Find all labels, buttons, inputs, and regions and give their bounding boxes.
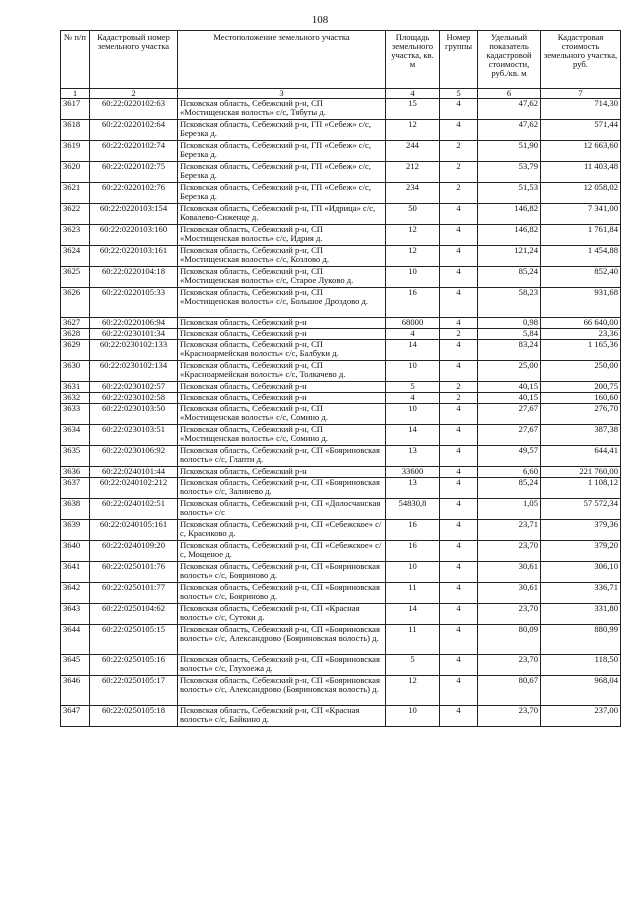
unit-rate: 49,57 — [478, 446, 541, 467]
area: 4 — [386, 393, 440, 404]
column-number: 4 — [386, 89, 440, 99]
cadastral-number: 60:22:0240105:161 — [90, 520, 178, 541]
location: Псковская область, Себежский р-н, СП «Мостищенская волость» с/с, Тябуты д. — [178, 99, 386, 120]
location: Псковская область, Себежский р-н, ГП «Себеж» с/с, Березка д. — [178, 162, 386, 183]
unit-rate: 51,90 — [478, 141, 541, 162]
area: 16 — [386, 288, 440, 318]
area: 14 — [386, 604, 440, 625]
area: 5 — [386, 382, 440, 393]
row-number: 3646 — [61, 676, 90, 706]
table-body — [61, 99, 621, 727]
table-row — [61, 706, 621, 727]
group-number: 4 — [440, 467, 478, 478]
row-number: 3638 — [61, 499, 90, 520]
location: Псковская область, Себежский р-н — [178, 467, 386, 478]
location: Псковская область, Себежский р-н, СП «Бояриновская волость» с/с, Бояриново д. — [178, 583, 386, 604]
cadastral-cost: 644,41 — [541, 446, 621, 467]
location: Псковская область, Себежский р-н, СП «Себежское» с/с, Красиково д. — [178, 520, 386, 541]
table-row — [61, 225, 621, 246]
row-number: 3619 — [61, 141, 90, 162]
area: 50 — [386, 204, 440, 225]
area: 5 — [386, 655, 440, 676]
header-cost: Кадастровая стоимость земельного участка, руб. — [541, 31, 621, 89]
unit-rate: 85,24 — [478, 478, 541, 499]
table-row — [61, 393, 621, 404]
unit-rate: 23,70 — [478, 655, 541, 676]
group-number: 4 — [440, 562, 478, 583]
location: Псковская область, Себежский р-н, ГП «Себеж» с/с, Березка д. — [178, 120, 386, 141]
unit-rate: 53,79 — [478, 162, 541, 183]
header-area: Площадь земельного участка, кв. м — [386, 31, 440, 89]
area: 10 — [386, 267, 440, 288]
cadastral-cost: 1 454,88 — [541, 246, 621, 267]
cadastral-number: 60:22:0240109:20 — [90, 541, 178, 562]
location: Псковская область, Себежский р-н, СП «Бояриновская волость» с/с, Залинево д. — [178, 478, 386, 499]
cadastral-number: 60:22:0230106:92 — [90, 446, 178, 467]
row-number: 3639 — [61, 520, 90, 541]
cadastral-cost: 379,36 — [541, 520, 621, 541]
location: Псковская область, Себежский р-н, СП «Бояриновская волость» с/с, Глапти д. — [178, 446, 386, 467]
group-number: 4 — [440, 604, 478, 625]
table-row — [61, 162, 621, 183]
column-number: 2 — [90, 89, 178, 99]
row-number: 3645 — [61, 655, 90, 676]
group-number: 4 — [440, 541, 478, 562]
unit-rate: 23,71 — [478, 520, 541, 541]
row-number: 3635 — [61, 446, 90, 467]
area: 12 — [386, 676, 440, 706]
table-row — [61, 99, 621, 120]
unit-rate: 30,61 — [478, 583, 541, 604]
cadastral-number: 60:22:0220104:18 — [90, 267, 178, 288]
area: 16 — [386, 520, 440, 541]
cadastral-cost: 118,50 — [541, 655, 621, 676]
column-number: 6 — [478, 89, 541, 99]
cadastral-cost: 306,10 — [541, 562, 621, 583]
cadastral-cost: 852,40 — [541, 267, 621, 288]
table-row — [61, 288, 621, 318]
page-number: 108 — [311, 14, 329, 26]
cadastral-number: 60:22:0230103:51 — [90, 425, 178, 446]
location: Псковская область, Себежский р-н — [178, 318, 386, 329]
area: 15 — [386, 99, 440, 120]
area: 13 — [386, 446, 440, 467]
cadastral-number: 60:22:0230103:50 — [90, 404, 178, 425]
table-row — [61, 625, 621, 655]
group-number: 4 — [440, 676, 478, 706]
group-number: 4 — [440, 404, 478, 425]
group-number: 4 — [440, 340, 478, 361]
area: 14 — [386, 425, 440, 446]
unit-rate: 58,23 — [478, 288, 541, 318]
location: Псковская область, Себежский р-н, СП «Бояриновская волость» с/с, Александрово (Бояриновская волость) д. — [178, 625, 386, 655]
cadastral-number: 60:22:0250101:77 — [90, 583, 178, 604]
area: 10 — [386, 361, 440, 382]
cadastral-number: 60:22:0240102:51 — [90, 499, 178, 520]
location: Псковская область, Себежский р-н, СП «Бояриновская волость» с/с, Глухоежа д. — [178, 655, 386, 676]
unit-rate: 85,24 — [478, 267, 541, 288]
table-row — [61, 655, 621, 676]
group-number: 4 — [440, 225, 478, 246]
area: 12 — [386, 120, 440, 141]
cadastral-number: 60:22:0250105:17 — [90, 676, 178, 706]
cadastral-number: 60:22:0250105:16 — [90, 655, 178, 676]
cadastral-cost: 66 640,00 — [541, 318, 621, 329]
unit-rate: 6,60 — [478, 467, 541, 478]
area: 16 — [386, 541, 440, 562]
row-number: 3643 — [61, 604, 90, 625]
column-number: 3 — [178, 89, 386, 99]
location: Псковская область, Себежский р-н, СП «Себежское» с/с, Мощеное д. — [178, 541, 386, 562]
group-number: 4 — [440, 318, 478, 329]
header-rate: Удельный показатель кадастровой стоимости, руб./кв. м — [478, 31, 541, 89]
table-row — [61, 425, 621, 446]
table-row — [61, 183, 621, 204]
unit-rate: 27,67 — [478, 404, 541, 425]
row-number: 3631 — [61, 382, 90, 393]
cadastral-number: 60:22:0230102:134 — [90, 361, 178, 382]
unit-rate: 40,15 — [478, 382, 541, 393]
table-row — [61, 329, 621, 340]
area: 68000 — [386, 318, 440, 329]
location: Псковская область, Себежский р-н, СП «Долосчанская волость» с/с — [178, 499, 386, 520]
area: 12 — [386, 246, 440, 267]
table-row — [61, 141, 621, 162]
area: 12 — [386, 225, 440, 246]
location: Псковская область, Себежский р-н, СП «Бояриновская волость» с/с, Александрово (Бояриновская волость) д. — [178, 676, 386, 706]
cadastral-cost: 12 058,02 — [541, 183, 621, 204]
cadastral-number: 60:22:0230102:58 — [90, 393, 178, 404]
unit-rate: 23,70 — [478, 541, 541, 562]
unit-rate: 5,84 — [478, 329, 541, 340]
area: 54830,8 — [386, 499, 440, 520]
header-cadastral-number: Кадастровый номер земельного участка — [90, 31, 178, 89]
group-number: 4 — [440, 520, 478, 541]
location: Псковская область, Себежский р-н, ГП «Идрица» с/с, Ковалево-Сиженце д. — [178, 204, 386, 225]
cadastral-cost: 12 663,60 — [541, 141, 621, 162]
unit-rate: 23,70 — [478, 706, 541, 727]
table-row — [61, 267, 621, 288]
group-number: 2 — [440, 329, 478, 340]
cadastral-number: 60:22:0240102:212 — [90, 478, 178, 499]
location: Псковская область, Себежский р-н, СП «Мостищенская волость» с/с, Идрия д. — [178, 225, 386, 246]
cadastral-cost: 968,04 — [541, 676, 621, 706]
group-number: 2 — [440, 382, 478, 393]
row-number: 3641 — [61, 562, 90, 583]
table-row — [61, 583, 621, 604]
unit-rate: 23,70 — [478, 604, 541, 625]
table-row — [61, 478, 621, 499]
cadastral-number: 60:22:0220102:64 — [90, 120, 178, 141]
area: 11 — [386, 625, 440, 655]
group-number: 4 — [440, 655, 478, 676]
area: 10 — [386, 706, 440, 727]
row-number: 3642 — [61, 583, 90, 604]
location: Псковская область, Себежский р-н, СП «Мостищенская волость» с/с, Сомино д. — [178, 404, 386, 425]
table-row — [61, 604, 621, 625]
cadastral-cost: 331,80 — [541, 604, 621, 625]
group-number: 2 — [440, 183, 478, 204]
unit-rate: 47,62 — [478, 99, 541, 120]
unit-rate: 0,98 — [478, 318, 541, 329]
unit-rate: 146,82 — [478, 225, 541, 246]
cadastral-cost: 1 108,12 — [541, 478, 621, 499]
unit-rate: 30,61 — [478, 562, 541, 583]
area: 10 — [386, 404, 440, 425]
location: Псковская область, Себежский р-н, СП «Мостищенская волость» с/с, Большое Дроздово д. — [178, 288, 386, 318]
table-row — [61, 204, 621, 225]
group-number: 4 — [440, 583, 478, 604]
cadastral-cost: 200,75 — [541, 382, 621, 393]
location: Псковская область, Себежский р-н, СП «Красноармейская волость» с/с, Балбуки д. — [178, 340, 386, 361]
cadastral-number: 60:22:0220103:160 — [90, 225, 178, 246]
column-number: 7 — [541, 89, 621, 99]
cadastral-number: 60:22:0250104:62 — [90, 604, 178, 625]
table-row — [61, 318, 621, 329]
cadastral-number: 60:22:0230102:133 — [90, 340, 178, 361]
area: 14 — [386, 340, 440, 361]
unit-rate: 1,05 — [478, 499, 541, 520]
table-row — [61, 541, 621, 562]
cadastral-number: 60:22:0240101:44 — [90, 467, 178, 478]
table-row — [61, 446, 621, 467]
row-number: 3624 — [61, 246, 90, 267]
cadastral-cost: 880,99 — [541, 625, 621, 655]
cadastral-number: 60:22:0220106:94 — [90, 318, 178, 329]
row-number: 3636 — [61, 467, 90, 478]
unit-rate: 51,53 — [478, 183, 541, 204]
group-number: 4 — [440, 361, 478, 382]
cadastral-cost: 250,00 — [541, 361, 621, 382]
location: Псковская область, Себежский р-н — [178, 382, 386, 393]
table-row — [61, 520, 621, 541]
group-number: 2 — [440, 393, 478, 404]
area: 4 — [386, 329, 440, 340]
cadastral-cost: 276,70 — [541, 404, 621, 425]
header-number: № п/п — [61, 31, 90, 89]
row-number: 3628 — [61, 329, 90, 340]
row-number: 3622 — [61, 204, 90, 225]
location: Псковская область, Себежский р-н, СП «Красноармейская волость» с/с, Толкачево д. — [178, 361, 386, 382]
cadastral-number: 60:22:0220102:76 — [90, 183, 178, 204]
header-group: Номер группы — [440, 31, 478, 89]
unit-rate: 27,67 — [478, 425, 541, 446]
cadastral-cost: 23,36 — [541, 329, 621, 340]
location: Псковская область, Себежский р-н — [178, 393, 386, 404]
table-row — [61, 361, 621, 382]
unit-rate: 40,15 — [478, 393, 541, 404]
group-number: 4 — [440, 446, 478, 467]
cadastral-cost: 160,60 — [541, 393, 621, 404]
cadastral-number: 60:22:0250105:15 — [90, 625, 178, 655]
cadastral-cost: 1 165,36 — [541, 340, 621, 361]
row-number: 3620 — [61, 162, 90, 183]
group-number: 4 — [440, 99, 478, 120]
table-row — [61, 382, 621, 393]
area: 11 — [386, 583, 440, 604]
area: 10 — [386, 562, 440, 583]
group-number: 4 — [440, 499, 478, 520]
group-number: 4 — [440, 706, 478, 727]
cadastral-cost: 336,71 — [541, 583, 621, 604]
cadastral-value-table — [60, 30, 621, 727]
area: 234 — [386, 183, 440, 204]
cadastral-number: 60:22:0250101:76 — [90, 562, 178, 583]
row-number: 3627 — [61, 318, 90, 329]
group-number: 4 — [440, 425, 478, 446]
row-number: 3632 — [61, 393, 90, 404]
cadastral-cost: 571,44 — [541, 120, 621, 141]
table-row — [61, 246, 621, 267]
cadastral-number: 60:22:0220105:33 — [90, 288, 178, 318]
row-number: 3637 — [61, 478, 90, 499]
cadastral-number: 60:22:0230102:57 — [90, 382, 178, 393]
row-number: 3621 — [61, 183, 90, 204]
cadastral-cost: 714,30 — [541, 99, 621, 120]
cadastral-cost: 237,00 — [541, 706, 621, 727]
cadastral-cost: 57 572,34 — [541, 499, 621, 520]
row-number: 3617 — [61, 99, 90, 120]
group-number: 4 — [440, 267, 478, 288]
cadastral-cost: 1 761,84 — [541, 225, 621, 246]
location: Псковская область, Себежский р-н — [178, 329, 386, 340]
unit-rate: 121,24 — [478, 246, 541, 267]
area: 244 — [386, 141, 440, 162]
unit-rate: 146,82 — [478, 204, 541, 225]
column-number: 5 — [440, 89, 478, 99]
cadastral-cost: 379,20 — [541, 541, 621, 562]
row-number: 3634 — [61, 425, 90, 446]
row-number: 3640 — [61, 541, 90, 562]
table-header-row — [61, 31, 621, 89]
location: Псковская область, Себежский р-н, СП «Мостищенская волость» с/с, Сомино д. — [178, 425, 386, 446]
table-row — [61, 562, 621, 583]
group-number: 4 — [440, 120, 478, 141]
location: Псковская область, Себежский р-н, СП «Мостищенская волость» с/с, Старое Луково д. — [178, 267, 386, 288]
header-location: Местоположение земельного участка — [178, 31, 386, 89]
unit-rate: 80,67 — [478, 676, 541, 706]
row-number: 3618 — [61, 120, 90, 141]
group-number: 2 — [440, 141, 478, 162]
cadastral-number: 60:22:0220102:74 — [90, 141, 178, 162]
cadastral-cost: 7 341,00 — [541, 204, 621, 225]
group-number: 4 — [440, 204, 478, 225]
cadastral-number: 60:22:0220103:161 — [90, 246, 178, 267]
group-number: 4 — [440, 288, 478, 318]
unit-rate: 47,62 — [478, 120, 541, 141]
row-number: 3623 — [61, 225, 90, 246]
cadastral-number: 60:22:0220102:75 — [90, 162, 178, 183]
area: 33600 — [386, 467, 440, 478]
row-number: 3626 — [61, 288, 90, 318]
row-number: 3630 — [61, 361, 90, 382]
cadastral-cost: 11 403,48 — [541, 162, 621, 183]
area: 13 — [386, 478, 440, 499]
location: Псковская область, Себежский р-н, СП «Мостищенская волость» с/с, Козлово д. — [178, 246, 386, 267]
row-number: 3647 — [61, 706, 90, 727]
cadastral-cost: 221 760,00 — [541, 467, 621, 478]
table-row — [61, 467, 621, 478]
location: Псковская область, Себежский р-н, ГП «Себеж» с/с, Березка д. — [178, 141, 386, 162]
group-number: 4 — [440, 246, 478, 267]
unit-rate: 80,09 — [478, 625, 541, 655]
table-row — [61, 499, 621, 520]
row-number: 3633 — [61, 404, 90, 425]
cadastral-cost: 931,68 — [541, 288, 621, 318]
unit-rate: 83,24 — [478, 340, 541, 361]
location: Псковская область, Себежский р-н, СП «Красная волость» с/с, Сутоки д. — [178, 604, 386, 625]
group-number: 4 — [440, 478, 478, 499]
cadastral-number: 60:22:0230101:34 — [90, 329, 178, 340]
area: 212 — [386, 162, 440, 183]
cadastral-number: 60:22:0250105:18 — [90, 706, 178, 727]
row-number: 3629 — [61, 340, 90, 361]
cadastral-cost: 387,38 — [541, 425, 621, 446]
cadastral-number: 60:22:0220103:154 — [90, 204, 178, 225]
location: Псковская область, Себежский р-н, СП «Бояриновская волость» с/с, Бояриново д. — [178, 562, 386, 583]
row-number: 3644 — [61, 625, 90, 655]
table-row — [61, 340, 621, 361]
table-row — [61, 676, 621, 706]
column-number-row — [61, 89, 621, 99]
location: Псковская область, Себежский р-н, ГП «Себеж» с/с, Березка д. — [178, 183, 386, 204]
table-row — [61, 404, 621, 425]
group-number: 2 — [440, 162, 478, 183]
cadastral-number: 60:22:0220102:63 — [90, 99, 178, 120]
unit-rate: 25,00 — [478, 361, 541, 382]
group-number: 4 — [440, 625, 478, 655]
table-row — [61, 120, 621, 141]
location: Псковская область, Себежский р-н, СП «Красная волость» с/с, Байкино д. — [178, 706, 386, 727]
row-number: 3625 — [61, 267, 90, 288]
column-number: 1 — [61, 89, 90, 99]
